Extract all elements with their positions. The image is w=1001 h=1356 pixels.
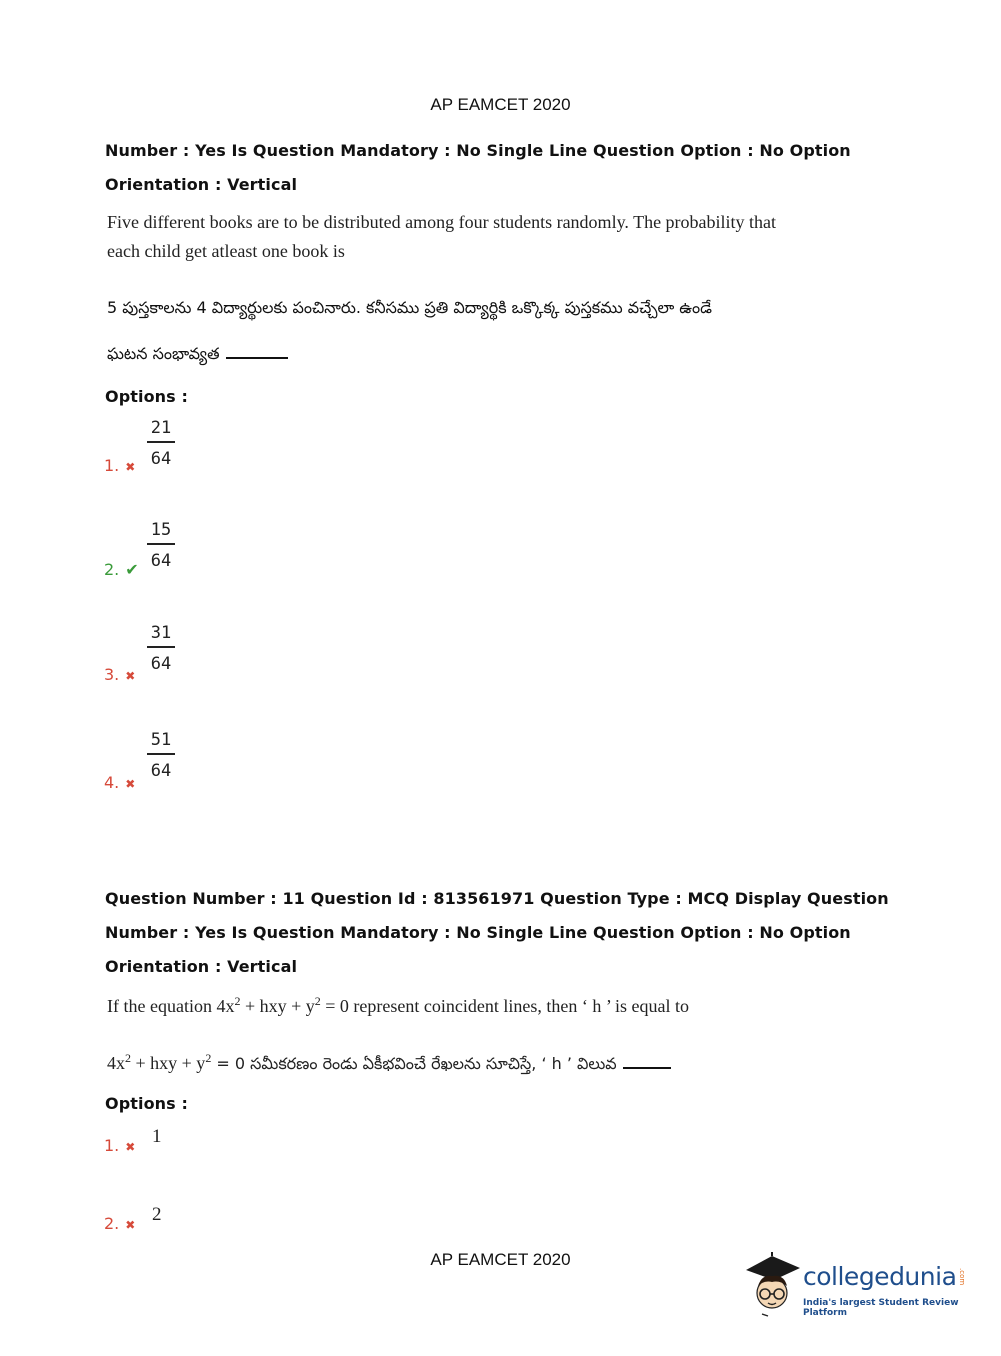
wrong-mark-icon: ✖ xyxy=(125,1218,136,1232)
option-number: 2. xyxy=(104,1214,120,1233)
superscript: 2 xyxy=(125,1051,131,1065)
option-value: 2 xyxy=(152,1204,162,1225)
fraction-numerator: 15 xyxy=(147,520,175,545)
question-meta-line: Orientation : Vertical xyxy=(105,957,298,976)
option-1-number xyxy=(104,1136,135,1155)
equation-part: = 0 సమీకరణం రెండు ఏకీభవించే రేఖలను సూచిస్తే, ‘ h ’ విలువ xyxy=(211,1054,617,1073)
fraction-numerator: 51 xyxy=(147,730,175,755)
question-meta-line: Number : Yes Is Question Mandatory : No Single Line Question Option : No Option xyxy=(105,923,851,942)
superscript: 2 xyxy=(205,1051,212,1065)
option-1-number xyxy=(104,456,135,475)
logo-tagline: India's largest Student Review Platform xyxy=(803,1298,959,1318)
fraction-denominator: 64 xyxy=(150,654,172,674)
superscript: 2 xyxy=(234,994,241,1008)
question-meta-line: Number : Yes Is Question Mandatory : No Single Line Question Option : No Option xyxy=(105,141,851,160)
logo-dotcom: .com xyxy=(958,1268,966,1286)
option-number: 4. xyxy=(104,773,120,792)
equation-part: + hxy + y xyxy=(240,996,315,1016)
option-fraction xyxy=(147,623,175,674)
page-footer: AP EAMCET 2020 xyxy=(430,1250,571,1269)
wrong-mark-icon: ✖ xyxy=(125,460,136,474)
fraction-numerator: 21 xyxy=(147,418,175,443)
option-fraction xyxy=(147,730,175,781)
fraction-denominator: 64 xyxy=(150,551,172,571)
equation-part: = 0 represent coincident lines, then ‘ h ’ is equal to xyxy=(320,996,689,1016)
check-mark-icon: ✔ xyxy=(125,560,139,579)
wrong-mark-icon: ✖ xyxy=(125,669,136,683)
option-4-number xyxy=(104,773,135,792)
option-number: 1. xyxy=(104,456,120,475)
question-meta-line: Question Number : 11 Question Id : 813561971 Question Type : MCQ Display Question xyxy=(105,889,889,908)
question-text-telugu xyxy=(107,1044,671,1078)
question-text-telugu: 5 పుస్తకాలను 4 విద్యార్థులకు పంచినారు. కనీసము ప్రతి విద్యార్థికి ఒక్కొక్క పుస్తకము వచ్చేలా ఉండే xyxy=(107,298,713,317)
question-text-telugu: ఘటన సంభావ్యత xyxy=(107,344,220,363)
logo-wordmark: collegedunia xyxy=(803,1262,957,1291)
question-text-english: Five different books are to be distributed among four students randomly. The probability that xyxy=(107,212,777,232)
equation-part: + hxy + y xyxy=(131,1053,206,1073)
options-label: Options : xyxy=(105,387,188,406)
page-header: AP EAMCET 2020 xyxy=(430,95,571,114)
wrong-mark-icon: ✖ xyxy=(125,777,136,791)
option-2-number xyxy=(104,1214,135,1233)
question-text-telugu-line2 xyxy=(107,343,288,367)
fraction-denominator: 64 xyxy=(150,761,172,781)
answer-blank xyxy=(226,343,288,359)
fraction-denominator: 64 xyxy=(150,449,172,469)
collegedunia-mascot-icon xyxy=(742,1248,802,1318)
option-value: 1 xyxy=(152,1126,162,1147)
option-number: 3. xyxy=(104,665,120,684)
option-3-number xyxy=(104,665,135,684)
option-fraction xyxy=(147,418,175,469)
fraction-numerator: 31 xyxy=(147,623,175,648)
option-2-number xyxy=(104,560,139,579)
option-number: 1. xyxy=(104,1136,120,1155)
question-meta-line: Orientation : Vertical xyxy=(105,175,298,194)
options-label: Options : xyxy=(105,1094,188,1113)
superscript: 2 xyxy=(314,994,321,1008)
question-text-english: each child get atleast one book is xyxy=(107,241,345,261)
wrong-mark-icon: ✖ xyxy=(125,1140,136,1154)
question-text-english xyxy=(107,987,689,1021)
option-number: 2. xyxy=(104,560,120,579)
option-fraction xyxy=(147,520,175,571)
equation-part: If the equation 4x xyxy=(107,996,235,1016)
equation-part: 4x xyxy=(107,1053,125,1073)
answer-blank xyxy=(623,1053,671,1069)
